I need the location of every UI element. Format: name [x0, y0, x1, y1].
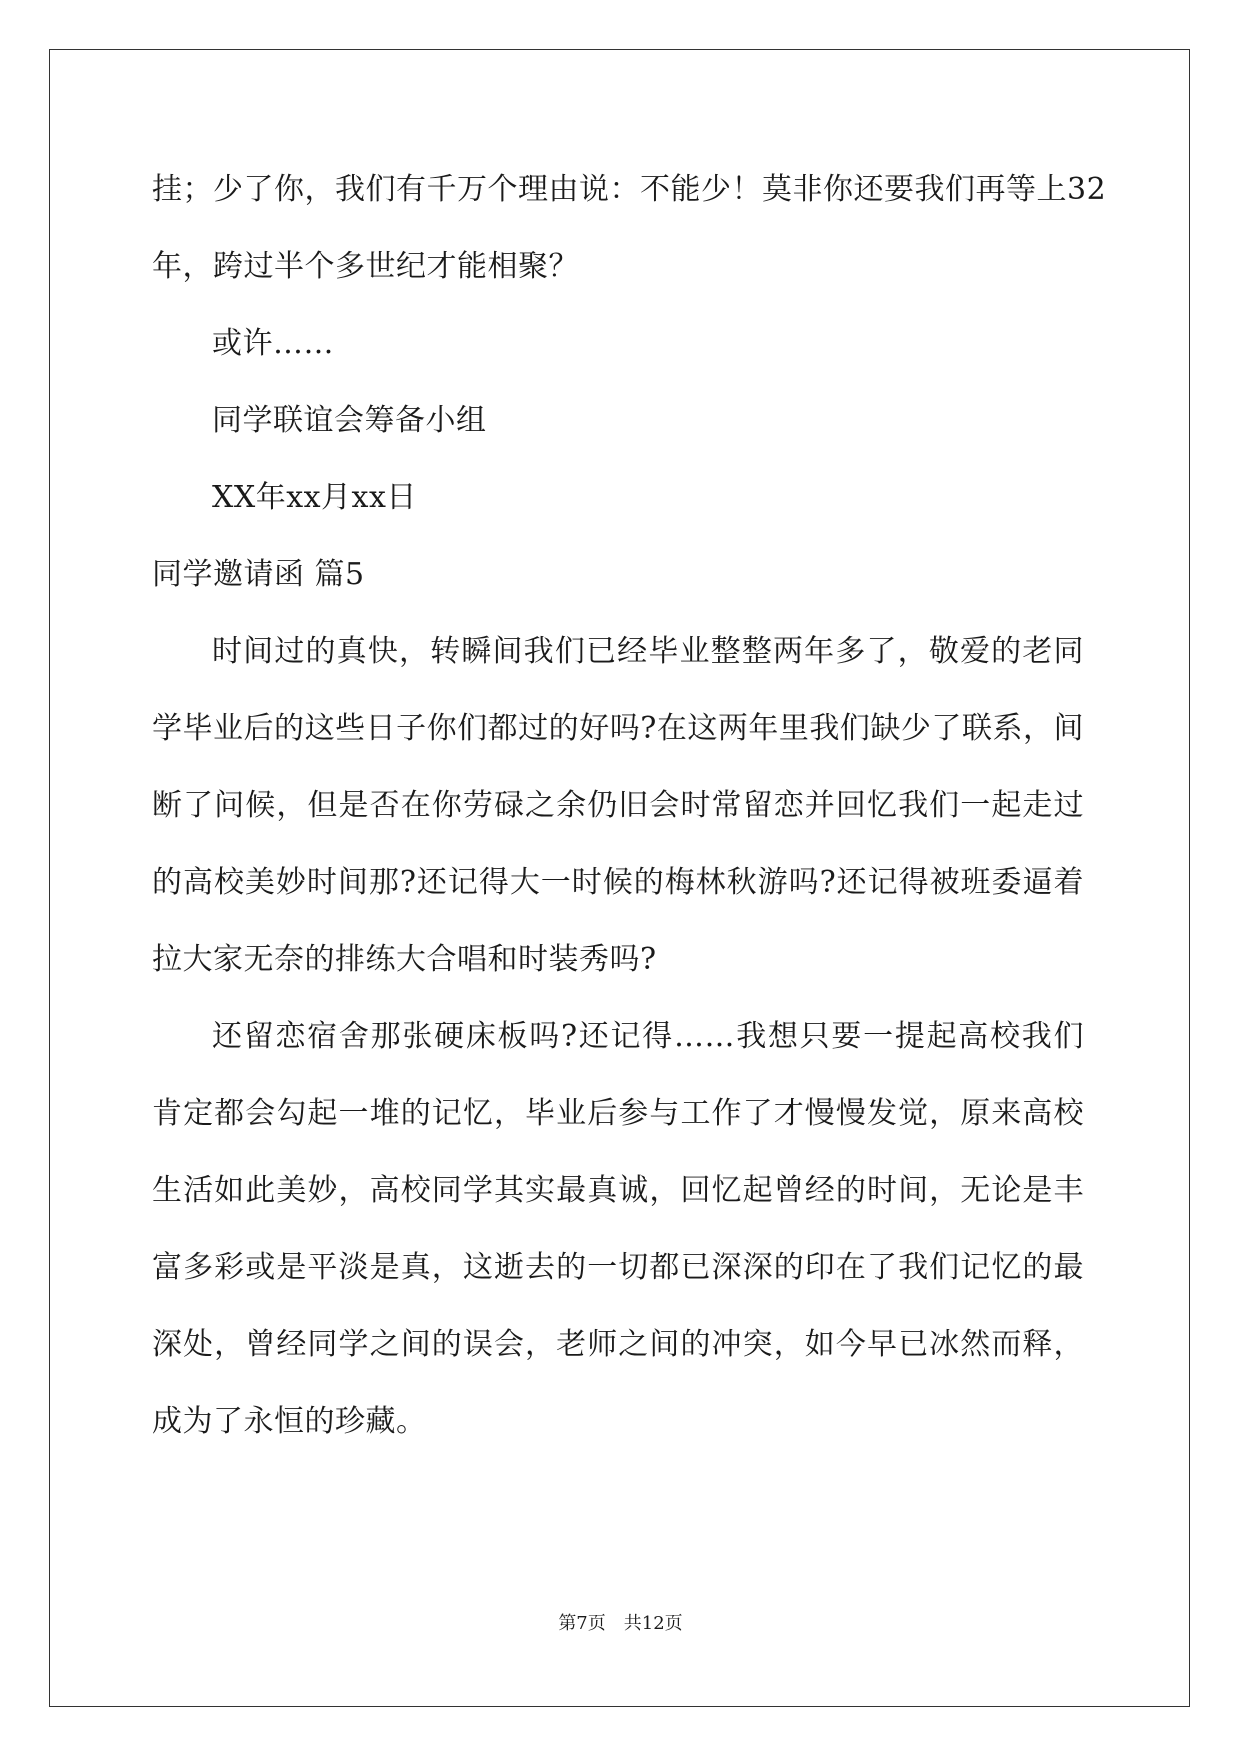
- body-line-11: 拉大家无奈的排练大合唱和时装秀吗?: [152, 942, 657, 977]
- body-line-16: 深处，曾经同学之间的误会，老师之间的冲突，如今早已冰然而释，: [152, 1327, 1084, 1362]
- body-line-14: 生活如此美妙，高校同学其实最真诚，回忆起曾经的时间，无论是丰: [152, 1173, 1084, 1208]
- body-line-13: 肯定都会勾起一堆的记忆，毕业后参与工作了才慢慢发觉，原来高校: [152, 1096, 1084, 1131]
- body-line-3: 或许……: [212, 326, 334, 361]
- signature-group: 同学联谊会筹备小组: [212, 403, 487, 438]
- body-line-9: 断了问候，但是否在你劳碌之余仍旧会时常留恋并回忆我们一起走过: [152, 788, 1084, 823]
- body-line-2: 年，跨过半个多世纪才能相聚？: [152, 249, 579, 284]
- body-line-8: 学毕业后的这些日子你们都过的好吗?在这两年里我们缺少了联系，间: [152, 711, 1084, 746]
- body-line-7: 时间过的真快，转瞬间我们已经毕业整整两年多了，敬爱的老同: [212, 634, 1084, 669]
- signature-date: XX年xx月xx日: [212, 480, 417, 515]
- body-line-1: 挂；少了你，我们有千万个理由说：不能少！莫非你还要我们再等上32: [152, 172, 1107, 207]
- body-line-12: 还留恋宿舍那张硬床板吗?还记得……我想只要一提起高校我们: [212, 1019, 1084, 1054]
- body-line-17: 成为了永恒的珍藏。: [152, 1404, 427, 1439]
- section-heading: 同学邀请函 篇5: [152, 557, 365, 592]
- body-line-15: 富多彩或是平淡是真，这逝去的一切都已深深的印在了我们记忆的最: [152, 1250, 1084, 1285]
- page-number: 第7页 共12页: [558, 1613, 683, 1634]
- body-line-10: 的高校美妙时间那?还记得大一时候的梅林秋游吗?还记得被班委逼着: [152, 865, 1084, 900]
